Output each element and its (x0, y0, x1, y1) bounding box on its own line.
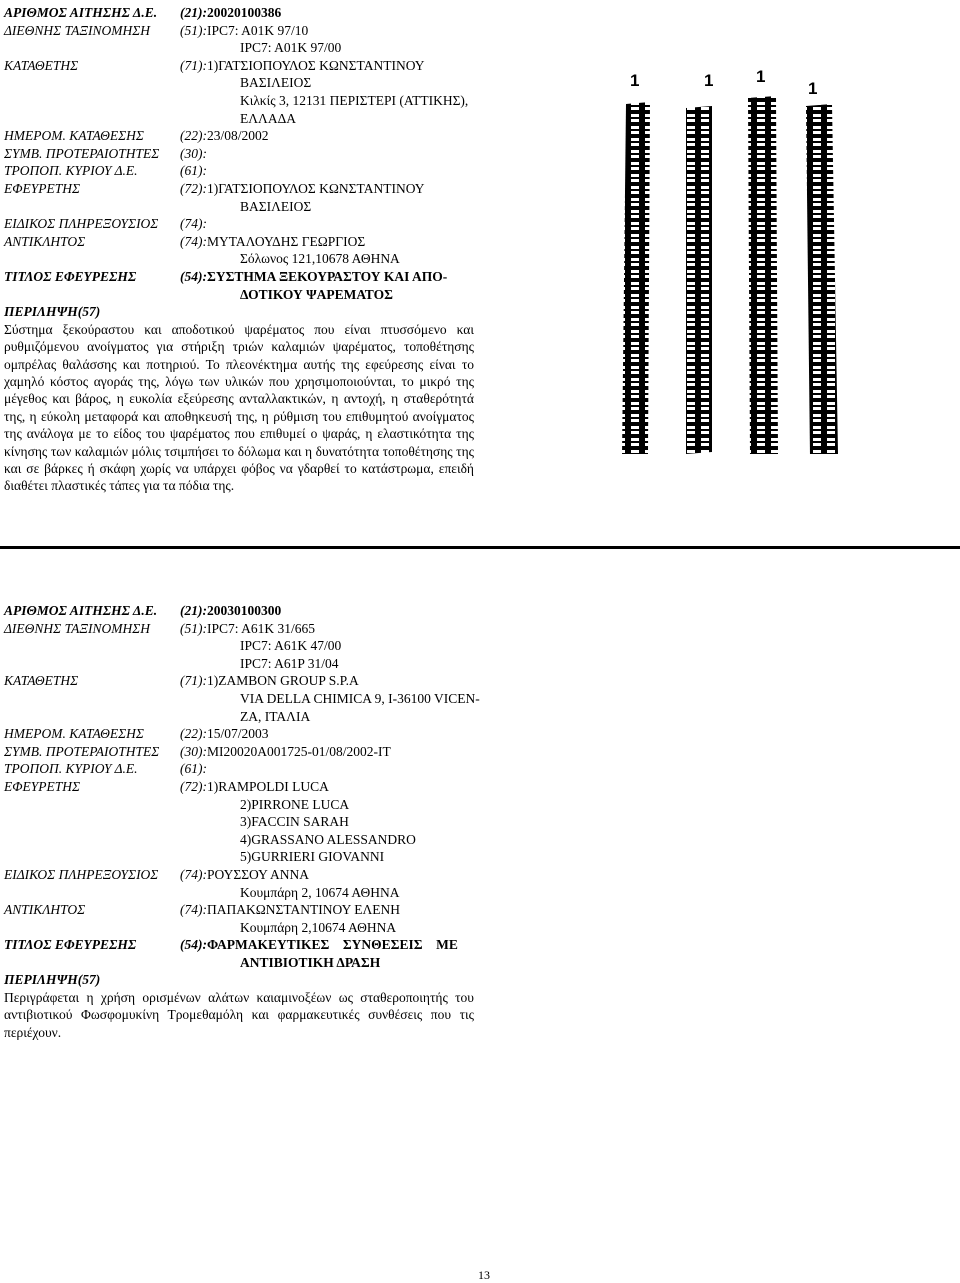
main-ref-row (4, 162, 474, 180)
ipc-value-2: IPC7: A01K 97/00 (240, 40, 342, 56)
title-row (4, 268, 474, 286)
ipc-code: (51): (180, 22, 207, 38)
applicant-name: 1)ZAMBON GROUP S.P.A (207, 673, 359, 689)
special-agent-row (4, 866, 474, 884)
inventor-name: 1)ΓΑΤΣΙΟΠΟΥΛΟΣ ΚΩΝΣΤΑΝΤΙΝΟΥ (207, 180, 425, 196)
rod-2 (686, 106, 712, 454)
special-agent-row (4, 215, 474, 233)
priority-code: (30): (180, 145, 207, 161)
ipc-value-2: IPC7: A61K 47/00 (240, 638, 342, 654)
agent-address: Κουμπάρη 2,10674 ΑΘΗΝΑ (240, 919, 397, 935)
agent-label: ΑΝΤΙΚΛΗΤΟΣ (4, 233, 86, 249)
application-number-label: ΑΡΙΘΜΟΣ ΑΙΤΗΣΗΣ Δ.Ε. (4, 5, 158, 20)
title-value-cont: ΑΝΤΙΒΙΟΤΙΚΗ ΔΡΑΣΗ (240, 954, 381, 970)
agent-label: ΑΝΤΙΚΛΗΤΟΣ (4, 902, 86, 918)
applicant-address: VIA DELLA CHIMICA 9, I-36100 VICEN- (240, 690, 480, 706)
section-divider (0, 546, 960, 549)
ipc-label: ΔΙΕΘΝΗΣ ΤΑΞΙΝΟΜΗΣΗ (4, 620, 150, 636)
inventor-label: ΕΦΕΥΡΕΤΗΣ (4, 180, 81, 196)
agent-code: (74): (180, 902, 207, 918)
title-value: ΦΑΡΜΑΚΕΥΤΙΚΕΣ ΣΥΝΘΕΣΕΙΣ ΜΕ (207, 937, 458, 953)
inventor-3: 3)FACCIN SARAH (240, 814, 349, 830)
main-ref-row (4, 760, 474, 778)
applicant-name: 1)ΓΑΤΣΙΟΠΟΥΛΟΣ ΚΩΝΣΤΑΝΤΙΝΟΥ (207, 57, 425, 73)
agent-address: Σόλωνος 121,10678 ΑΘΗΝΑ (240, 251, 400, 267)
figure-label-3: 1 (756, 67, 766, 86)
applicant-label: ΚΑΤΑΘΕΤΗΣ (4, 57, 79, 73)
application-number-row (4, 602, 474, 620)
inventor-name-cont: ΒΑΣΙΛΕΙΟΣ (240, 198, 312, 214)
agent-name: ΜΥΤΑΛΟΥΔΗΣ ΓΕΩΡΓΙΟΣ (207, 233, 366, 249)
inventor-2: 2)PIRRONE LUCA (240, 796, 350, 812)
rod-4 (806, 104, 838, 454)
main-ref-label: ΤΡΟΠΟΠ. ΚΥΡΙΟΥ Δ.Ε. (4, 163, 138, 179)
special-agent-name: ΡΟΥΣΣΟΥ ΑΝΝΑ (207, 866, 310, 882)
ipc-value-3: IPC7: A61P 31/04 (240, 655, 339, 671)
inventor-row (4, 180, 474, 198)
figure-label-1: 1 (630, 71, 640, 90)
applicant-address: Κιλκίς 3, 12131 ΠΕΡΙΣΤΕΡΙ (ΑΤΤΙΚΗΣ), (240, 92, 469, 108)
rod-3 (748, 96, 778, 454)
abstract-heading: ΠΕΡΙΛΗΨΗ(57) (4, 972, 101, 988)
abstract-text: Σύστημα ξεκούραστου και αποδοτικού ψαρέματος που είναι πτυσσόμενο και ρυθμιζόμενου ανοίγματος για στήριξη τριών καλαμιών ψαρέματος, τοποθέτησης ομπρέλας θαλάσσης και ποτηριού. Το πλεονέκτημα αυτής της εφεύρεσης είναι το χαμηλό κόστος αγοράς της, λόγω των υλικών που χρησιμοποιούνται, το μικρό της μέγεθος και βάρος, η ευκολία εξεύρεσης ανταλλακτικών, η αντοχή, η σταθερότητά της, η εύκολη μεταφορά και αποθηκευσή της, η ρύθμιση του επιθυμητού ανοίγματος της ανάλογα με το είδος του ψαρέματος που επιθυμεί ο ψαράς, η ελαστικότητα της κίνησης των καλαμιών μόλις τσιμπήσει το δόλωμα και η δυνατότητα τοποθέτησης της και σε βάρκες ή σκάφη χωρίς να υπάρχει φόβος να γδαρθεί το κατάστρωμα, επειδή διαθέτει πλαστικές τάπες για τα πόδια της. (4, 321, 474, 494)
applicant-label: ΚΑΤΑΘΕΤΗΣ (4, 673, 79, 689)
title-value: ΣΥΣΤΗΜΑ ΞΕΚΟΥΡΑΣΤΟΥ ΚΑΙ ΑΠΟ- (207, 268, 448, 284)
patent-drawing (600, 64, 860, 454)
application-number-row (4, 4, 474, 22)
filing-date-code: (22): (180, 128, 207, 144)
inventor-code: (72): (180, 778, 207, 794)
ipc-row (4, 22, 474, 40)
application-number-code: (21): (180, 603, 207, 618)
filing-date-label: ΗΜΕΡΟΜ. ΚΑΤΑΘΕΣΗΣ (4, 128, 144, 144)
applicant-code: (71): (180, 673, 207, 689)
filing-date-value: 23/08/2002 (207, 128, 269, 144)
page-number: 13 (478, 1268, 490, 1282)
priority-label: ΣΥΜΒ. ΠΡΟΤΕΡΑΙΟΤΗΤΕΣ (4, 743, 160, 759)
ipc-label: ΔΙΕΘΝΗΣ ΤΑΞΙΝΟΜΗΣΗ (4, 22, 150, 38)
patent-record-2 (4, 602, 480, 1041)
special-agent-code: (74): (180, 866, 207, 882)
title-value-cont: ΔΟΤΙΚΟΥ ΨΑΡΕΜΑΤΟΣ (240, 286, 393, 302)
applicant-country: ΕΛΛΑΔΑ (240, 110, 297, 126)
title-label: ΤΙΤΛΟΣ ΕΦΕΥΡΕΣΗΣ (4, 937, 137, 953)
priority-value: MI20020A001725-01/08/2002-IT (207, 743, 391, 759)
priority-row (4, 145, 474, 163)
applicant-row (4, 57, 474, 75)
main-ref-code: (61): (180, 163, 207, 179)
inventor-code: (72): (180, 180, 207, 196)
ipc-value-1: IPC7: A01K 97/10 (207, 22, 309, 38)
special-agent-address: Κουμπάρη 2, 10674 ΑΘΗΝΑ (240, 884, 400, 900)
patent-record-1 (4, 4, 474, 495)
filing-date-label: ΗΜΕΡΟΜ. ΚΑΤΑΘΕΣΗΣ (4, 726, 144, 742)
application-number-label: ΑΡΙΘΜΟΣ ΑΙΤΗΣΗΣ Δ.Ε. (4, 603, 158, 618)
inventor-4: 4)GRASSANO ALESSANDRO (240, 831, 416, 847)
ipc-row (4, 620, 474, 638)
figure-label-4: 1 (808, 79, 818, 98)
inventor-label: ΕΦΕΥΡΕΤΗΣ (4, 778, 81, 794)
filing-date-row (4, 127, 474, 145)
applicant-code: (71): (180, 57, 207, 73)
filing-date-value: 15/07/2003 (207, 726, 269, 742)
title-code: (54): (180, 268, 207, 284)
special-agent-label: ΕΙΔΙΚΟΣ ΠΛΗΡΕΞΟΥΣΙΟΣ (4, 216, 159, 232)
rod-1 (622, 102, 650, 454)
application-number-code: (21): (180, 5, 207, 20)
applicant-address-cont: ZA, ΙΤΑΛΙΑ (240, 708, 311, 724)
agent-row (4, 233, 474, 251)
abstract-heading: ΠΕΡΙΛΗΨΗ(57) (4, 304, 101, 320)
application-number-value: 20030100300 (207, 603, 282, 618)
agent-code: (74): (180, 233, 207, 249)
applicant-row (4, 672, 474, 690)
filing-date-code: (22): (180, 726, 207, 742)
ipc-code: (51): (180, 620, 207, 636)
main-ref-label: ΤΡΟΠΟΠ. ΚΥΡΙΟΥ Δ.Ε. (4, 761, 138, 777)
inventor-1: 1)RAMPOLDI LUCA (207, 778, 329, 794)
inventor-row (4, 778, 474, 796)
agent-name: ΠΑΠΑΚΩΝΣΤΑΝΤΙΝΟΥ ΕΛΕΝΗ (207, 902, 401, 918)
applicant-name-cont: ΒΑΣΙΛΕΙΟΣ (240, 75, 312, 91)
application-number-value: 20020100386 (207, 5, 282, 20)
main-ref-code: (61): (180, 761, 207, 777)
priority-code: (30): (180, 743, 207, 759)
inventor-5: 5)GURRIERI GIOVANNI (240, 849, 385, 865)
filing-date-row (4, 725, 474, 743)
special-agent-label: ΕΙΔΙΚΟΣ ΠΛΗΡΕΞΟΥΣΙΟΣ (4, 866, 159, 882)
special-agent-code: (74): (180, 216, 207, 232)
abstract-text: Περιγράφεται η χρήση ορισμένων αλάτων καιαμινοξέων ως σταθεροποιητής του αντιβιοτικού Φωσφομυκίνη Τρομεθαμόλη και φαρμακευτικές συνθέσεις που τις περιέχουν. (4, 990, 474, 1040)
title-row (4, 936, 474, 954)
figure-label-2: 1 (704, 71, 714, 90)
priority-label: ΣΥΜΒ. ΠΡΟΤΕΡΑΙΟΤΗΤΕΣ (4, 145, 160, 161)
title-label: ΤΙΤΛΟΣ ΕΦΕΥΡΕΣΗΣ (4, 268, 137, 284)
agent-row (4, 901, 474, 919)
ipc-value-1: IPC7: A61K 31/665 (207, 620, 316, 636)
title-code: (54): (180, 937, 207, 953)
priority-row (4, 743, 474, 761)
